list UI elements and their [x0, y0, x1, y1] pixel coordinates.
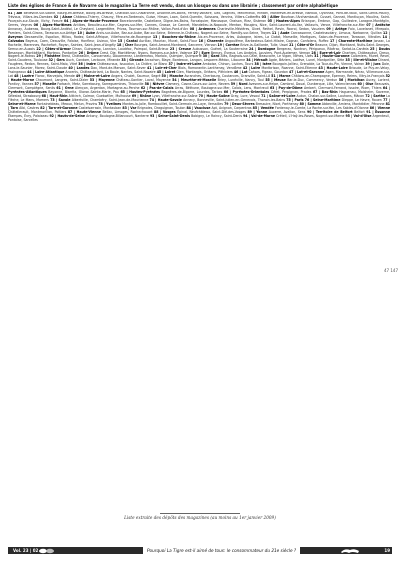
department-label: 02 | Aisne: [53, 14, 73, 19]
town-list: Montbrison, Roanne, Saint-Étienne: [260, 66, 319, 71]
town-list: Arras, Béthune, Boulogne-sur-Mer, Calais, Lens, Montreuil: [173, 86, 270, 91]
town-list: Céret, Perpignan, Prades: [269, 90, 313, 95]
department-label: 55 | Meuse: [265, 78, 286, 83]
animal-logo-icon: [340, 547, 360, 554]
department-label: 37 | Indre-et-Loire: [168, 62, 202, 67]
department-label: 73 | Savoie: [50, 97, 71, 102]
town-list: Aubusson, Guéret, La Souterraine: [190, 46, 250, 51]
department-label: 78 | Yvelines: [98, 101, 122, 106]
department-label: 01 | Ain: [8, 12, 23, 15]
department-label: 95 | Val-d'Oise: [345, 113, 372, 118]
department-label: 56 | Morbihan: [338, 78, 365, 83]
town-list: Antibes, Beaulieu-sur-Mer, Cagnes-sur-Mer, Cannes, Grasse, Le Cannet, Mandelieu-la-Napoule, Menton, Mougins, Nice, Saint-Laurent-du-Var, Vallauris, Vence, Villefranche-sur-Mer: [71, 22, 367, 27]
department-label: 05 | Hautes-Alpes: [267, 18, 300, 23]
department-label: 33 | Gironde: [121, 58, 144, 63]
town-list: Cahors, Figeac, Gourdon: [247, 70, 289, 75]
department-label: 25 | Doubs: [369, 46, 390, 51]
department-label: 72 | Sarthe: [365, 94, 386, 99]
department-label: 74 | Haute-Savoie: [149, 97, 182, 102]
department-label: 21 | Côte-d'Or: [289, 42, 315, 47]
town-list: Dinard, Fougères, Redon, Rennes, Saint-Malo, Vitré: [8, 58, 390, 67]
department-label: 80 | Somme: [299, 101, 321, 106]
department-label: 28 | Eure-et-Loir: [311, 50, 341, 55]
department-label: 17 | Charente-Maritime: [329, 38, 373, 43]
department-label: 84 | Vaucluse: [186, 105, 211, 110]
town-list: Étampes, Évry, Palaiseau: [8, 113, 50, 118]
department-label: 41 | Loir-et-Cher: [147, 66, 177, 71]
department-label: 50 | Manche: [161, 74, 184, 79]
department-label: 08 | Ardennes: [189, 26, 216, 31]
town-list: Auch, Condom, Lectoure, Mirande: [64, 58, 122, 63]
department-label: 40 | Landes: [68, 66, 90, 71]
page-number: 19: [384, 548, 390, 553]
town-list: Dole, Lons-le-Saunier, Morez, Saint-Claude: [8, 62, 390, 71]
town-list: Auxerre, Avallon, Sens: [267, 109, 307, 114]
department-label: 66 | Pyrénées-Orientales: [223, 90, 270, 95]
town-list: Castelsarrasin, Montauban: [77, 105, 123, 110]
department-label: 07 | Ardèche: [366, 22, 390, 27]
department-label: 49 | Maine-et-Loire: [75, 74, 111, 79]
department-label: 03 | Allier: [261, 14, 280, 19]
header-divider: [8, 9, 392, 10]
department-label: 91 | Essonne: [366, 109, 390, 114]
town-list: Lyon, Villefranche-sur-Saône: [151, 94, 199, 99]
town-list: Barcelonnette, Castellane, Digne-les-Bains, Forcalquier, Manosque, Oraison, Riez, Sisteron: [118, 18, 268, 23]
town-list: Briançon, Embrun, Gap, Guillestre, Laragne-Montéglin, Serres, Veynes: [8, 18, 390, 27]
town-list: Annonay, Aubenas, Bourg-Saint-Andéol, Le Cheylard, Largentière, Privas, Tournon-sur-Rhône, Vallon-Pont-d'Arc: [8, 26, 190, 31]
town-list: Bagnères-de-Bigorre, Lourdes, Tarbes: [160, 90, 224, 95]
town-list: Ambert, Clermont-Ferrand, Issoire, Riom, Thiers: [302, 86, 383, 91]
department-label: 75 | Paris: [286, 97, 304, 102]
town-list: Florac, Marvejols, Mende: [33, 74, 76, 79]
town-list: Bernay, Évreux, Les Andelys, Louviers, Pont-Audemer, Vernon: [209, 50, 312, 55]
town-list: Jonzac, La Rochelle, Marennes, Rochefort, Royan, Saintes, Saint-Jean-d'Angély: [8, 38, 390, 47]
town-list: Aix-en-Provence, Arles, Aubagne, Istres, La Ciotat, Marseille, Martigues, Salon-de-Provence, Tarascon, Vitrolles: [195, 34, 383, 39]
town-list: Gien, Montargis, Orléans, Pithiviers: [175, 70, 234, 75]
town-list: Bourges, Saint-Amand-Montrond, Sancerre, Vierzon: [133, 42, 218, 47]
department-label: 59 | Nord: [230, 82, 248, 87]
department-label: 70 | Haute-Saône: [198, 94, 230, 99]
running-header: Liste des églises de France & de Navarre où le magazine La Terre est vendu, dans un kiosque ou dans une librairie ; classement par ordre alphabétique: [8, 3, 338, 8]
department-label: 67 | Bas-Rhin: [312, 90, 338, 95]
department-label: 32 | Gers: [48, 58, 65, 63]
page-footer: [8, 546, 392, 556]
town-list: Carcassonne, Castelnaudary, Limoux, Narbonne, Quillan: [289, 30, 384, 35]
town-list: Auray, Lorient, Pontivy, Vannes: [8, 78, 390, 87]
footnote: Liste extraite des dépôts des magazines (au moins au 1er janvier 2009): [124, 515, 276, 520]
town-list: Haguenau, Molsheim, Saverne, Sélestat, Strasbourg: [8, 90, 390, 99]
department-label: 34 | Hérault: [246, 58, 268, 63]
department-label: 69 | Rhône: [131, 94, 152, 99]
department-label: 06 | Alpes-Maritimes: [33, 22, 72, 27]
department-label: 35 | Ille-et-Vilaine: [345, 58, 378, 63]
department-label: 11 | Aude: [271, 30, 290, 35]
department-label: 82 | Tarn-et-Garonne: [40, 105, 78, 110]
town-list: Besançon, Montbéliard, Morteau, Pontarlier: [8, 50, 79, 55]
department-label: 39 | Jura: [365, 62, 381, 67]
department-label: 26 | Drôme: [78, 50, 99, 55]
department-label: 62 | Pas-de-Calais: [140, 86, 174, 91]
department-label: 09 | Ariège: [326, 26, 347, 31]
department-label: 18 | Cher: [116, 42, 134, 47]
town-list: Angers, Cholet, Saumur, Segré: [110, 74, 162, 79]
department-label: 31 | Haute-Garonne: [314, 54, 350, 59]
department-label: 38 | Isère: [254, 62, 272, 67]
department-label: 85 | Vendée: [252, 105, 274, 110]
footnote-divider: [160, 513, 240, 514]
town-list: Mantes-la-Jolie, Rambouillet, Saint-Germain-en-Laye, Versailles: [121, 101, 225, 106]
town-list: Alès, Bagnols-sur-Cèze, Beaucaire, Le Vigan, Nîmes, Uzès: [219, 54, 315, 59]
town-list: Ancenis, Châteaubriant, La Baule, Nantes, Saint-Nazaire: [64, 70, 157, 75]
department-label: 04 | Alpes-de-Haute-Provence: [64, 18, 119, 23]
town-list: Charleville-Mézières, Givet, Rethel, Revin, Rocroi, Sedan, Vouziers: [215, 26, 327, 31]
town-list: Fontenay-le-Comte, La Roche-sur-Yon, Les Sables-d'Olonne: [273, 105, 370, 110]
department-label: 13 | Bouches-du-Rhône: [152, 34, 196, 39]
department-label: 16 | Charente: [198, 38, 224, 43]
department-label: 65 | Hautes-Pyrénées: [120, 90, 161, 95]
department-label: 12 | Aveyron: [8, 30, 390, 39]
department-label: 93 | Seine-Saint-Denis: [149, 113, 190, 118]
department-town-list: [8, 12, 390, 502]
town-list: Bourgoin-Jallieu, Grenoble, La Tour-du-Pin, Vienne, Voiron: [271, 62, 366, 67]
department-label: 44 | Loire-Atlantique: [27, 70, 65, 75]
town-list: Brest, Châteaulin, Concarneau, Douarnenez, Landerneau, Morlaix, Quimper, Quimperlé: [60, 54, 203, 59]
town-list: Decazeville, Espalion, Millau, Rodez, Saint-Affrique, Villefranche-de-Rouergue: [22, 34, 153, 39]
town-list: Fontainebleau, Meaux, Melun, Provins: [35, 101, 99, 106]
town-list: Dieppe, Le Havre, Rouen: [340, 97, 384, 102]
town-list: Arcis-sur-Aube, Bar-sur-Aube, Bar-sur-Seine, Brienne-le-Château, Nogent-sur-Seine, Romilly-sur-Seine, Troyes: [95, 30, 272, 35]
department-label: 24 | Dordogne: [249, 46, 276, 51]
town-list: Chartres, Châteaudun, Dreux, Nogent-le-Rotrou: [8, 50, 390, 59]
magazine-logo-icon: [38, 548, 56, 554]
town-list: Agen, Marmande, Nérac, Villeneuve-sur-Lot: [8, 70, 390, 79]
department-label: 68 | Haut-Rhin: [41, 94, 68, 99]
town-list: Annecy, Bonneville, Saint-Julien-en-Genevois, Thonon-les-Bains: [181, 97, 287, 102]
department-label: 48 | Lozère: [14, 74, 34, 79]
town-list: Bourbon-l'Archambault, Cusset, Gannat, Montluçon, Moulins, Saint-Pourçain-sur-Sioule, Vichy, Yzeure: [8, 14, 390, 23]
department-label: 94 | Val-de-Marne: [243, 113, 276, 118]
department-label: 64 | Pyrénées-Atlantiques: [8, 86, 390, 95]
department-label: 89 | Yonne: [247, 109, 268, 114]
town-list: Gray, Lure, Vesoul: [229, 94, 262, 99]
town-list: Chaumont, Langres, Saint-Dizier: [34, 78, 90, 83]
department-label: 22 | Côtes-d'Armor: [36, 46, 71, 51]
town-list: Briey, Lunéville, Nancy, Toul: [216, 78, 266, 83]
department-label: 71 | Saône-et-Loire: [261, 94, 296, 99]
town-list: Château-Thierry, Chauny, Fère-en-Tardenois, Guise, Hirson, Laon, Saint-Quentin, Soissons, Vervins, Villers-Cotterêts: [72, 14, 262, 19]
department-label: 53 | Mayenne: [89, 78, 115, 83]
department-label: 81 | Tarn: [8, 101, 390, 110]
town-list: Clamecy, Cosne-Cours-sur-Loire, Nevers: [164, 82, 231, 87]
town-list: Brignoles, Draguignan, Toulon: [136, 105, 187, 110]
department-label: 54 | Meurthe-et-Moselle: [172, 78, 217, 83]
department-label: 61 | Orne: [56, 86, 74, 91]
town-list: Agde, Béziers, Lodève, Lunel, Montpellier, Sète: [267, 58, 346, 63]
town-list: Beauvais, Clermont, Compiègne, Senlis: [8, 82, 390, 91]
town-list: Bar-le-Duc, Commercy, Verdun: [285, 78, 339, 83]
town-list: Antony, Boulogne-Billancourt, Nanterre: [85, 113, 150, 118]
department-label: 14 | Calvados: [8, 34, 390, 43]
town-list: Épinal, Neufchâteau, Saint-Dié-des-Vosges: [175, 109, 248, 114]
town-list: Châlons-en-Champagne, Épernay, Reims, Vitry-le-François: [290, 74, 386, 79]
town-list: Dinan, Guingamp, Lannion, Loudéac, Paimpol, Saint-Brieuc: [70, 46, 170, 51]
town-list: Apt, Avignon, Carpentras: [210, 105, 253, 110]
town-list: La Flèche, Le Mans, Mamers: [8, 94, 390, 102]
margin-note: 47 147: [384, 268, 398, 273]
department-label: 47 | Lot-et-Garonne: [288, 70, 325, 75]
town-list: Colomiers, Muret, Revel, Saint-Gaudens, Toulouse: [8, 54, 390, 63]
town-list: Avranches, Cherbourg, Coutances, Granville, Saint-Lô: [183, 74, 272, 79]
volume-label: Vol. 23 | 02: [10, 547, 41, 554]
department-label: 87 | Haute-Vienne: [67, 109, 101, 114]
department-label: 43 | Haute-Loire: [318, 66, 348, 71]
town-list: Albertville, Chambéry, Saint-Jean-de-Maurienne: [70, 97, 150, 102]
town-list: Avesnes-sur-Helpe, Cambrai, Douai, Dunkerque, Lille, Valenciennes: [247, 82, 358, 87]
department-label: 52 | Haute-Marne: [8, 74, 390, 83]
department-label: 88 | Vosges: [154, 109, 176, 114]
town-list: Blois, Romorantin-Lanthenay, Vendôme: [176, 66, 243, 71]
town-list: Bobigny, Le Raincy, Saint-Denis: [189, 113, 244, 118]
town-list: Altkirch, Colmar, Guebwiller, Mulhouse: [67, 94, 132, 99]
department-label: 15 | Cantal: [117, 38, 138, 43]
department-label: 10 | Aube: [77, 30, 95, 35]
department-label: 76 | Seine-Maritime: [304, 97, 341, 102]
department-label: 83 | Var: [122, 105, 137, 110]
footer-tagline: Pourquoi La Tigre est-il aimé de tous: le consommateur du 21e siècle ?: [143, 546, 300, 555]
town-list: Foix, Lavelanet, Mirepoix, Pamiers, Saint-Girons, Tarascon-sur-Ariège: [8, 26, 390, 35]
department-label: 23 | Creuse: [169, 46, 191, 51]
town-list: Bressuire, Niort, Parthenay: [254, 101, 300, 106]
town-list: Dax, Mont-de-Marsan, Saint-Sever: [89, 66, 148, 71]
town-list: Beaune, Dijon, Montbard, Nuits-Saint-Georges, Semur-en-Auxois: [8, 42, 390, 51]
department-label: 45 | Loiret: [156, 70, 176, 75]
town-list: Alençon, Argentan, Mortagne-au-Perche: [73, 86, 141, 91]
town-list: Forbach, Metz, Sarrebourg, Sarreguemines, Thionville: [56, 82, 145, 87]
department-label: 30 | Gard: [202, 54, 220, 59]
department-label: 77 | Seine-et-Marne: [8, 97, 390, 106]
town-list: Amboise, Chinon, Loches, Tours: [201, 62, 255, 67]
town-list: Abbeville, Amiens, Montdidier, Péronne: [320, 101, 386, 106]
department-label: 36 | Indre: [78, 62, 96, 67]
department-label: 58 | Nièvre: [144, 82, 165, 87]
department-label: 63 | Puy-de-Dôme: [269, 86, 303, 91]
town-list: Châtellerault, Montmorillon, Poitiers: [8, 109, 68, 114]
town-list: Bellac, Limoges, Rochechouart: [100, 109, 155, 114]
department-label: 19 | Corrèze: [217, 42, 240, 47]
town-list: Château-Gontier, Laval, Mayenne: [114, 78, 173, 83]
town-list: Brioude, Le Puy-en-Velay, Yssingeaux: [8, 66, 390, 75]
department-label: 27 | Eure: [193, 50, 210, 55]
department-label: 51 | Marne: [271, 74, 291, 79]
department-label: 79 | Deux-Sèvres: [224, 101, 255, 106]
department-label: 60 | Oise: [357, 82, 374, 87]
department-label: 42 | Loire: [242, 66, 261, 71]
town-list: Belleville-sur-Saône, Bourg-en-Bresse, Bourg-les-Bresse, Châtillon-sur-Chalaronne, Divonne-les-Bains, Ferney-Voltaire, Gex, Lagnieu, Meximieux, Miribel, Montrevel-en-Bresse, Nantua, Oyonnax, Pont-de-Vaux, Saint-Genis-Pouilly, Trévoux, Villars-les-Dombes: [8, 12, 390, 19]
town-list: Crest, Die, Montélimar, Nyons, Romans-sur-Isère, Valence: [98, 50, 194, 55]
department-label: 86 | Vienne: [369, 105, 390, 110]
town-list: Aurillac, Mauriac, Murat, Saint-Flour: [137, 38, 199, 43]
department-label: 46 | Lot: [233, 70, 248, 75]
town-list: Bayonne, Biarritz, Oloron-Sainte-Marie, Pau: [46, 90, 121, 95]
town-list: Albi, Castres: [18, 105, 41, 110]
town-list: Châteauroux, Issoudun, La Châtre, Le Blanc: [95, 62, 169, 67]
town-list: Argenteuil, Pontoise, Sarcelles: [8, 113, 390, 122]
department-label: 29 | Finistère: [36, 54, 61, 59]
department-label: 90 | Territoire de Belfort: [306, 109, 353, 114]
town-list: Autun, Chalon-sur-Saône, Louhans, Mâcon: [295, 94, 366, 99]
town-list: Arcachon, Blaye, Bordeaux, Langon, Lesparre-Médoc, Libourne: [143, 58, 247, 63]
town-list: Belfort: [352, 109, 367, 114]
town-list: Bayeux, Caen, Deauville, Falaise, Honfleur, Lisieux, Vire: [24, 38, 118, 43]
town-list: Créteil, L'Haÿ-les-Roses, Nogent-sur-Marne: [275, 113, 346, 118]
town-list: Bergerac, Nontron, Périgueux, Ribérac, Sarlat-la-Canéda: [275, 46, 370, 51]
town-list: Angoulême, Barbezieux-Saint-Hilaire, Cognac, Confolens, Ruffec: [223, 38, 330, 43]
town-list: Brive-la-Gaillarde, Tulle, Ussel: [239, 42, 290, 47]
department-label: 92 | Hauts-de-Seine: [49, 113, 86, 118]
department-label: 57 | Moselle: [34, 82, 57, 87]
